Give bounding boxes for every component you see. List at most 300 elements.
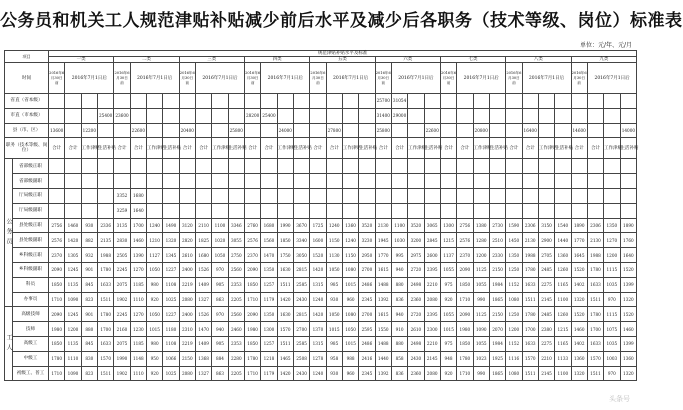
value-cell: 1680 [261,218,277,233]
level-row-label: 县（市、区） [5,123,49,138]
level-cell [244,123,260,138]
value-cell: 1055 [473,277,489,292]
value-cell: 1390 [130,248,146,263]
living-allowance-header: 生活补贴 [359,138,375,159]
value-cell: 985 [326,336,342,351]
value-cell: 1100 [391,218,407,233]
table-row [5,351,637,366]
value-cell: 1320 [163,233,179,248]
total-header: 合计 [179,138,195,159]
value-cell: 2370 [244,248,260,263]
value-cell: 1680 [130,188,146,203]
value-cell: 2205 [228,292,244,307]
value-cell: 880 [391,277,407,292]
value-cell: 1055 [440,262,456,277]
value-cell: 2498 [408,336,424,351]
value-cell: 2075 [114,336,130,351]
level-cell [228,94,244,109]
value-cell: 2080 [424,366,440,381]
value-cell: 2310 [179,322,195,337]
value-cell: 1020 [212,233,228,248]
value-cell [522,203,538,218]
value-cell: 845 [81,336,97,351]
level-cell [522,94,538,109]
value-cell: 1230 [130,322,146,337]
value-cell: 1780 [98,307,114,322]
level-cell [179,94,195,109]
table-row [5,188,637,203]
value-cell [473,159,489,174]
level-cell [277,108,293,123]
table-row [5,307,637,322]
value-cell: 920 [440,292,456,307]
value-cell: 1780 [522,262,538,277]
level-cell: 28200 [244,108,260,123]
value-cell: 1148 [130,351,146,366]
level-cell [457,108,473,123]
level-cell: 24000 [277,123,293,138]
value-cell: 1780 [244,351,260,366]
span-title-header: 规范津贴补贴水平及标准 [49,51,637,57]
value-cell [195,203,211,218]
value-cell: 1115 [604,307,620,322]
value-cell: 1227 [163,307,179,322]
value-cell: 1600 [310,233,326,248]
section-label: 公务员 [5,159,13,307]
value-cell: 1260 [555,307,571,322]
value-cell: 2950 [359,248,375,263]
value-cell [359,159,375,174]
value-cell: 2090 [49,307,65,322]
level-cell [571,108,587,123]
value-cell [179,203,195,218]
value-cell: 1780 [457,351,473,366]
value-cell: 2345 [359,366,375,381]
value-cell: 1460 [620,322,637,337]
value-cell [391,188,407,203]
category-header-6: 六类 [375,57,440,63]
value-cell: 3065 [424,218,440,233]
value-cell: 1460 [130,233,146,248]
value-cell [506,188,522,203]
value-cell: 905 [212,277,228,292]
value-cell: 1615 [375,262,391,277]
level-cell [604,94,620,109]
section-label: 工人 [5,307,13,381]
value-cell: 2090 [457,262,473,277]
period-before-6: 2016年6月30日前 [375,63,391,94]
value-cell: 2576 [49,233,65,248]
value-cell: 1370 [310,322,326,337]
level-cell [538,108,554,123]
value-cell: 1902 [114,292,130,307]
value-cell [587,174,603,189]
total-header: 合计 [195,138,211,159]
value-cell: 1320 [571,292,587,307]
value-cell: 1200 [65,322,81,337]
value-cell: 1945 [375,233,391,248]
value-cell: 1710 [457,292,473,307]
level-cell [408,123,424,138]
value-cell: 1984 [489,277,505,292]
value-cell [620,159,637,174]
value-cell: 1440 [555,233,571,248]
level-cell [81,108,97,123]
value-cell: 882 [81,233,97,248]
level-cell [212,108,228,123]
value-cell: 1115 [604,262,620,277]
value-cell: 1780 [587,262,603,277]
value-cell: 2600 [424,248,440,263]
value-cell: 2210 [424,277,440,292]
value-cell: 1490 [163,218,179,233]
category-header-3: 三类 [179,57,244,63]
value-cell [489,188,505,203]
table-row [5,218,637,233]
value-cell: 2845 [424,233,440,248]
value-cell: 1300 [261,322,277,337]
row-label: 厅局级正职 [13,188,49,203]
living-allowance-header: 生活补贴 [163,138,179,159]
level-cell [293,123,309,138]
value-cell: 1402 [571,277,587,292]
value-cell [98,159,114,174]
table-row [5,277,637,292]
value-cell: 1420 [277,292,293,307]
value-cell: 2370 [457,248,473,263]
value-cell: 1615 [375,307,391,322]
level-cell [391,123,407,138]
value-cell: 1025 [163,366,179,381]
value-cell: 1215 [555,322,571,337]
value-cell: 1210 [146,233,162,248]
work-allowance-header: 工作津贴 [342,138,358,159]
value-cell: 1280 [473,233,489,248]
value-cell: 2508 [293,351,309,366]
value-cell: 2576 [457,233,473,248]
value-cell [359,188,375,203]
level-cell [538,123,554,138]
standards-table [4,50,637,381]
total-header: 合计 [65,138,81,159]
value-cell: 1015 [342,336,358,351]
total-header: 合计 [391,138,407,159]
value-cell [65,174,81,189]
value-cell: 2830 [114,233,130,248]
value-cell: 1240 [146,218,162,233]
level-cell [342,108,358,123]
row-label: 中级工 [13,351,49,366]
value-cell: 940 [391,307,407,322]
period-before-4: 2016年6月30日前 [244,63,260,94]
level-cell [604,123,620,138]
value-cell [342,159,358,174]
level-cell [146,123,162,138]
value-cell: 1633 [98,277,114,292]
value-cell: 1700 [98,322,114,337]
value-cell: 2275 [538,336,554,351]
level-row [5,108,637,123]
level-cell: 25400 [98,108,114,123]
level-cell: 13600 [49,123,65,138]
value-cell [440,159,456,174]
value-cell [489,174,505,189]
value-cell: 863 [212,292,228,307]
value-cell: 2080 [179,292,195,307]
value-cell: 2815 [293,307,309,322]
value-cell: 1100 [555,292,571,307]
value-cell [489,203,505,218]
level-cell [440,123,456,138]
value-cell: 2730 [489,218,505,233]
value-cell: 2750 [228,248,244,263]
value-cell: 1465 [277,351,293,366]
value-cell: 1540 [555,218,571,233]
period-after-2: 2016年7月1日后 [130,63,179,94]
value-cell: 2280 [228,351,244,366]
value-cell [359,203,375,218]
work-allowance-header: 工作津贴 [408,138,424,159]
value-cell: 1420 [310,307,326,322]
value-cell: 1180 [163,322,179,337]
level-cell [261,94,277,109]
period-before-7: 2016年6月30日前 [440,63,456,94]
value-cell: 970 [604,292,620,307]
level-cell: 23600 [114,108,130,123]
level-cell: 16400 [522,123,538,138]
value-cell: 1570 [522,351,538,366]
value-cell: 1327 [195,366,211,381]
value-cell: 2395 [424,262,440,277]
value-cell [440,188,456,203]
level-cell [506,94,522,109]
value-cell: 3135 [114,218,130,233]
level-cell [359,108,375,123]
value-cell: 1110 [130,366,146,381]
value-cell: 1980 [49,322,65,337]
value-cell: 1165 [555,277,571,292]
value-cell: 1250 [506,262,522,277]
value-cell: 3352 [114,188,130,203]
living-allowance-header: 生活补贴 [555,138,571,159]
value-cell [375,188,391,203]
value-cell [195,159,211,174]
value-cell: 1750 [277,248,293,263]
level-cell [326,94,342,109]
value-cell: 932 [81,248,97,263]
work-allowance-header: 工作津贴 [473,138,489,159]
value-cell: 1409 [195,277,211,292]
value-cell [81,174,97,189]
value-cell [473,203,489,218]
value-cell: 1488 [375,277,391,292]
value-cell: 1988 [522,248,538,263]
value-cell [555,159,571,174]
level-cell [408,108,424,123]
value-cell: 1350 [506,248,522,263]
value-cell: 940 [391,262,407,277]
value-cell [65,159,81,174]
value-cell [146,159,162,174]
value-cell [326,203,342,218]
value-cell [130,159,146,174]
value-cell: 1360 [571,351,587,366]
level-cell [293,108,309,123]
level-cell [244,94,260,109]
value-cell [620,188,637,203]
total-header: 合计 [587,138,603,159]
value-cell: 2130 [587,233,603,248]
value-cell: 2756 [457,218,473,233]
value-cell: 1240 [326,218,342,233]
value-cell [261,188,277,203]
value-cell [65,203,81,218]
total-header: 合计 [440,138,456,159]
value-cell: 2560 [228,307,244,322]
value-cell: 1080 [342,262,358,277]
level-row [5,94,637,109]
value-cell: 2160 [114,322,130,337]
value-cell: 1050 [146,307,162,322]
value-cell: 1250 [506,307,522,322]
value-cell: 1185 [130,277,146,292]
value-cell: 2353 [228,336,244,351]
total-header: 合计 [522,138,538,159]
value-cell [277,203,293,218]
value-cell: 1710 [244,292,260,307]
value-cell: 1850 [49,277,65,292]
value-cell: 1760 [620,233,637,248]
value-cell [359,174,375,189]
value-cell: 1526 [195,307,211,322]
level-cell: 29000 [391,108,407,123]
value-cell: 1090 [65,292,81,307]
value-cell [424,159,440,174]
total-header: 合计 [114,138,130,159]
value-cell [587,203,603,218]
level-cell [440,94,456,109]
living-allowance-header: 生活补贴 [228,138,244,159]
level-cell: 14000 [620,123,637,138]
value-cell [179,174,195,189]
value-cell [620,174,637,189]
value-cell [163,188,179,203]
value-cell [457,188,473,203]
value-cell [277,159,293,174]
value-cell: 3346 [228,218,244,233]
level-cell [587,123,603,138]
value-cell [620,203,637,218]
value-cell: 1025 [163,292,179,307]
value-cell: 1770 [375,248,391,263]
value-cell: 2395 [424,307,440,322]
value-cell: 1988 [587,248,603,263]
value-cell: 1850 [49,336,65,351]
level-cell [81,94,97,109]
value-cell: 990 [473,292,489,307]
value-cell: 884 [212,351,228,366]
value-cell: 1055 [473,336,489,351]
value-cell: 880 [81,322,97,337]
level-cell [98,94,114,109]
period-before-1: 2016年6月30日前 [49,63,65,94]
level-cell [571,94,587,109]
total-header: 合计 [571,138,587,159]
value-cell: 1460 [65,218,81,233]
table-row [5,262,637,277]
value-cell: 1511 [277,277,293,292]
value-cell: 2585 [293,336,309,351]
value-cell: 2275 [538,277,554,292]
value-cell [212,174,228,189]
value-cell: 1345 [163,248,179,263]
value-cell: 1135 [65,336,81,351]
value-cell: 1850 [277,233,293,248]
value-cell [146,174,162,189]
value-cell: 1030 [391,233,407,248]
value-cell [310,203,326,218]
page-title: 公务员和机关工人规范津贴补贴减少前后水平及减少后各职务（技术等级、岗位）标准表 [0,11,683,31]
value-cell: 1257 [261,336,277,351]
row-label: 省部级副职 [13,174,49,189]
value-cell: 2330 [489,248,505,263]
value-cell: 920 [146,366,162,381]
value-cell: 2210 [538,351,554,366]
value-cell: 1409 [195,336,211,351]
value-cell: 2080 [179,366,195,381]
value-cell: 910 [391,322,407,337]
value-cell: 836 [391,292,407,307]
value-cell: 1257 [261,277,277,292]
value-cell: 1075 [604,322,620,337]
value-cell: 1710 [49,366,65,381]
living-allowance-header: 生活补贴 [489,138,505,159]
value-cell: 3200 [408,233,424,248]
value-cell: 1320 [571,366,587,381]
value-cell: 905 [212,336,228,351]
value-cell: 1710 [244,366,260,381]
total-header: 合计 [457,138,473,159]
value-cell [473,174,489,189]
row-label: 高级工 [13,336,49,351]
table-row [5,366,637,381]
value-cell: 1710 [457,366,473,381]
value-cell: 1520 [571,307,587,322]
value-cell: 2430 [408,351,424,366]
value-cell [391,159,407,174]
value-cell [114,159,130,174]
value-cell: 2370 [49,248,65,263]
level-cell [310,123,326,138]
value-cell: 2756 [49,218,65,233]
period-after-8: 2016年7月1日后 [522,63,571,94]
value-cell: 2306 [587,218,603,233]
level-cell [212,94,228,109]
value-cell: 2610 [179,248,195,263]
value-cell: 1520 [620,307,637,322]
value-cell: 1980 [244,322,260,337]
period-after-5: 2016年7月1日后 [326,63,375,94]
total-header: 合计 [310,138,326,159]
value-cell: 2705 [538,248,554,263]
value-cell [571,203,587,218]
level-row [5,123,637,138]
value-cell [261,174,277,189]
work-allowance-header: 工作津贴 [81,138,97,159]
value-cell [163,174,179,189]
value-cell [212,188,228,203]
value-cell: 1988 [98,248,114,263]
